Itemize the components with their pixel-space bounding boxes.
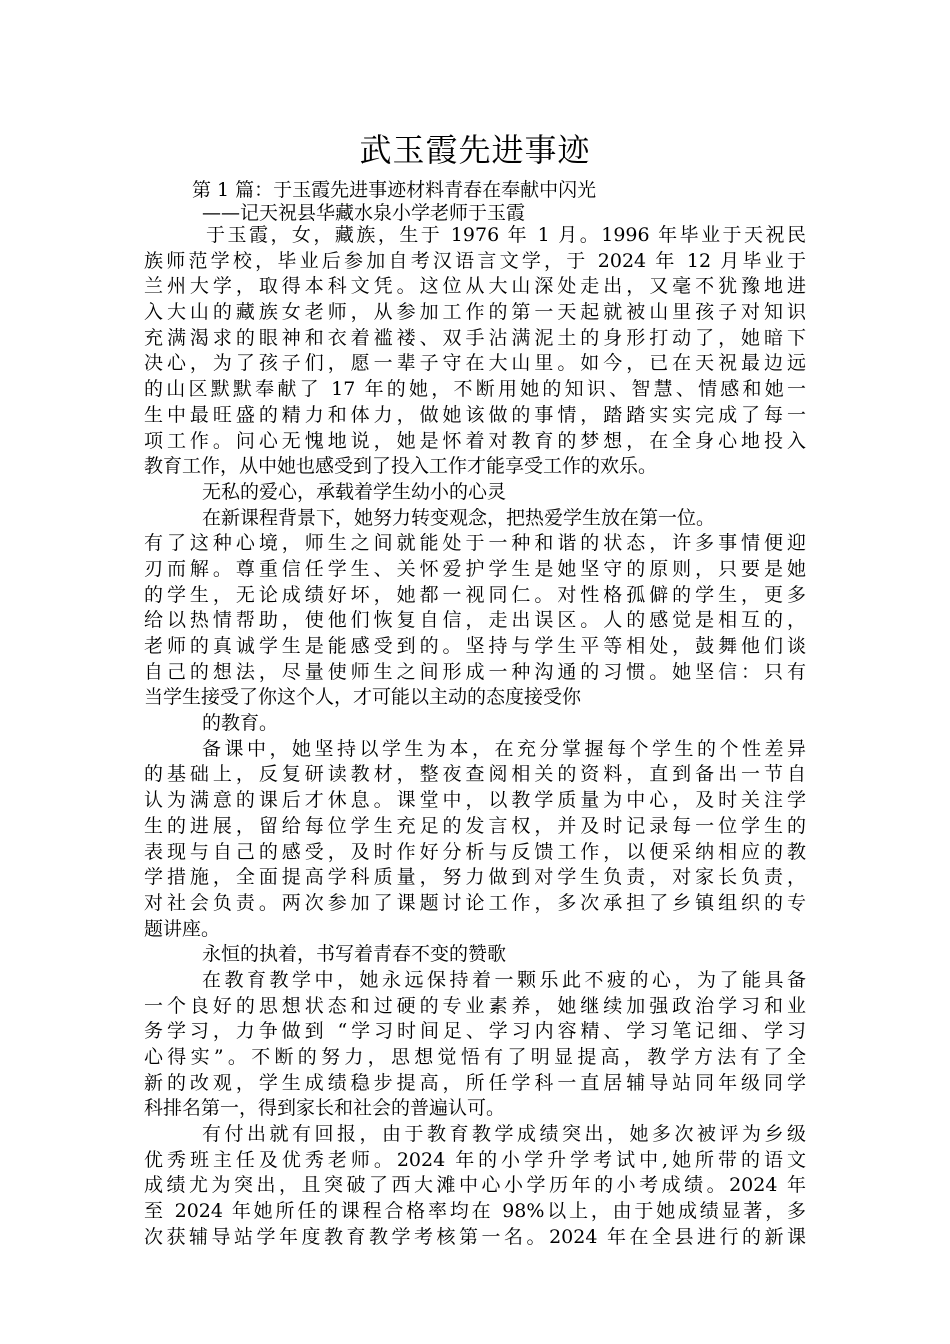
body-line: 自己的想法，尽量使师生之间形成一种沟通的习惯。她坚信：只有: [144, 660, 806, 683]
body-line: 充满渴求的眼神和衣着褴褛、双手沾满泥土的身形打动了，她暗下: [144, 326, 806, 349]
body-line: 有付出就有回报，由于教育教学成绩突出，她多次被评为乡级: [202, 1123, 806, 1146]
body-line: 学措施，全面提高学科质量，努力做到对学生负责，对家长负责，: [144, 866, 806, 889]
body-line: 有了这种心境，师生之间就能处于一种和谐的状态，许多事情便迎: [144, 532, 806, 555]
body-line: 科排名第一，得到家长和社会的普遍认可。: [144, 1097, 506, 1120]
body-line: 教育工作，从中她也感受到了投入工作才能享受工作的欢乐。: [144, 455, 658, 478]
body-line: 兰州大学，取得本科文凭。这位从大山深处走出，又毫不犹豫地进: [144, 275, 806, 298]
body-line: 的山区默默奉献了 17 年的她，不断用她的知识、智慧、情感和她一: [144, 378, 806, 401]
body-line: 成绩尤为突出，且突破了西大滩中心小学历年的小考成绩。2024 年: [144, 1174, 806, 1197]
body-line: 次获辅导站学年度教育教学考核第一名。2024 年在全县进行的新课: [144, 1225, 806, 1248]
body-line: 生中最旺盛的精力和体力，做她该做的事情，踏踏实实完成了每一: [144, 403, 806, 426]
body-line: 优秀班主任及优秀老师。2024 年的小学升学考试中,她所带的语文: [144, 1148, 806, 1171]
body-line: 备课中，她坚持以学生为本，在充分掌握每个学生的个性差异: [202, 737, 806, 760]
body-line: 心得实”。不断的努力，思想觉悟有了明显提高，教学方法有了全: [144, 1046, 806, 1068]
body-line: 给以热情帮助，使他们恢复自信，走出误区。人的感觉是相互的，: [144, 609, 806, 632]
body-line: 对社会负责。两次参加了课题讨论工作，多次承担了乡镇组织的专: [144, 891, 806, 914]
body-line: 表现与自己的感受，及时作好分析与反馈工作，以便采纳相应的教: [144, 840, 806, 863]
body-line: 至 2024 年她所任的课程合格率均在 98%以上，由于她成绩显著，多: [144, 1200, 806, 1223]
body-line: 务学习，力争做到 “学习时间足、学习内容精、学习笔记细、学习: [144, 1020, 806, 1043]
body-line: 于玉霞，女，藏族，生于 1976 年 1 月。1996 年毕业于天祝民: [206, 224, 806, 246]
body-line: 认为满意的课后才休息。课堂中，以教学质量为中心，及时关注学: [144, 789, 806, 812]
section-heading: 无私的爱心，承载着学生幼小的心灵: [202, 480, 507, 503]
article-subheading: ——记天祝县华藏水泉小学老师于玉霞: [202, 202, 526, 224]
body-line: 的学生，无论成绩好坏，她都一视同仁。对性格孤僻的学生，更多: [144, 583, 806, 606]
body-line: 一个良好的思想状态和过硬的专业素养，她继续加强政治学习和业: [144, 994, 806, 1017]
body-line: 新的改观，学生成绩稳步提高，所任学科一直居辅导站同年级同学: [144, 1071, 806, 1094]
body-line: 族师范学校，毕业后参加自考汉语言文学，于 2024 年 12 月毕业于: [144, 249, 806, 272]
body-line: 的教育。: [202, 712, 279, 735]
body-line: 项工作。问心无愧地说，她是怀着对教育的梦想，在全身心地投入: [144, 429, 806, 452]
body-line: 决心，为了孩子们，愿一辈子守在大山里。如今，已在天祝最边远: [144, 352, 806, 375]
body-line: 在新课程背景下，她努力转变观念，把热爱学生放在第一位。: [202, 506, 716, 529]
body-line: 的基础上，反复研读教材，整夜查阅相关的资料，直到备出一节自: [144, 763, 806, 786]
body-line: 题讲座。: [144, 917, 221, 940]
body-line: 当学生接受了你这个人，才可能以主动的态度接受你: [144, 686, 582, 709]
article-body: [144, 223, 806, 1251]
body-line: 老师的真诚学生是能感受到的。坚持与学生平等相处，鼓舞他们谈: [144, 635, 806, 657]
body-line: 入大山的藏族女老师，从参加工作的第一天起就被山里孩子对知识: [144, 301, 806, 324]
body-line: 在教育教学中，她永远保持着一颗乐此不疲的心，为了能具备: [202, 968, 806, 991]
section-heading: 永恒的执着，书写着青春不变的赞歌: [202, 943, 507, 966]
body-line: 生的进展，留给每位学生充足的发言权，并及时记录每一位学生的: [144, 814, 806, 837]
document-title: 武玉霞先进事迹: [359, 131, 591, 169]
article-heading: 第 1 篇：于玉霞先进事迹材料青春在奉献中闪光: [192, 179, 597, 201]
body-line: 刃而解。尊重信任学生、关怀爱护学生是她坚守的原则，只要是她: [144, 557, 806, 580]
